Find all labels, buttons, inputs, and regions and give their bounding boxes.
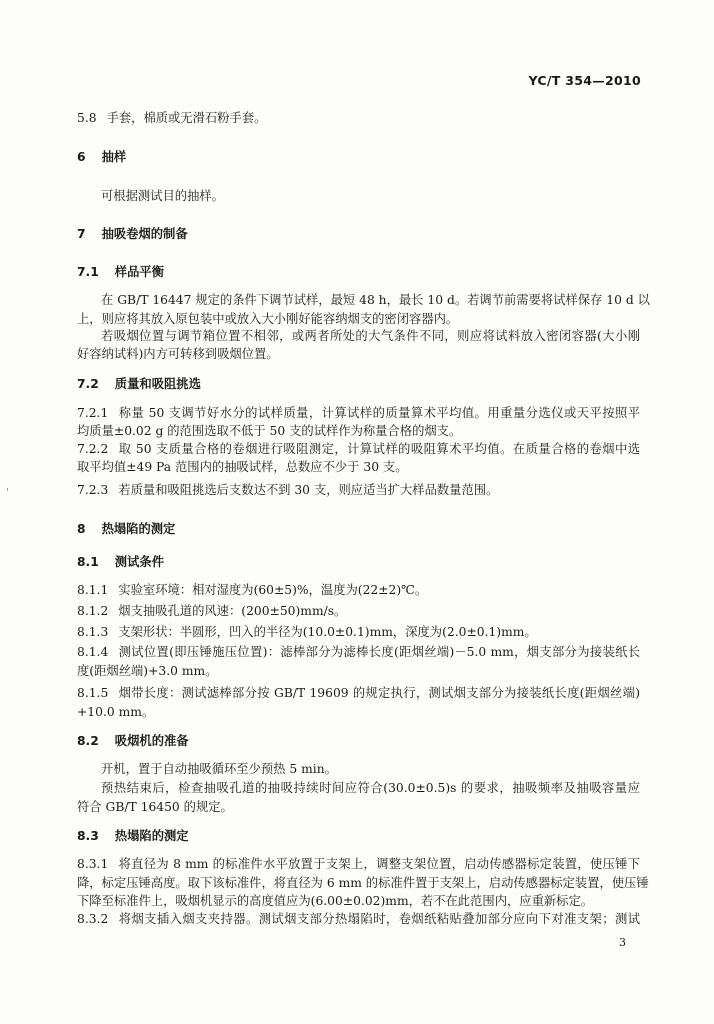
section-8-heading [77,521,640,538]
clause-number: 8.1.3 [77,625,109,639]
section-number: 8.3 [77,829,99,843]
paragraph-line: 在 GB/T 16447 规定的条件下调节试样，最短 48 h，最长 10 d。若调节前需要将试样保存 10 d 以 [101,293,650,307]
clause-number: 7.2.1 [77,406,109,420]
clause-8-1-1 [77,582,640,599]
section-7-1-heading [77,264,640,281]
paragraph-line: 好容纳试料)内方可转移到吸烟位置。 [77,347,279,361]
section-title: 测试条件 [114,555,164,569]
section-7-2-heading [77,376,640,393]
section-title: 抽样 [101,150,127,164]
paragraph-line: 预热结束后，检查抽吸孔道的抽吸持续时间应符合(30.0±0.5)s 的要求，抽吸频率及抽吸容量应 [101,781,640,795]
clause-text: 支架形状：半圆形，凹入的半径为(10.0±0.1)mm，深度为(2.0±0.1)mm。 [118,625,537,639]
clause-text: 称量 50 支调节好水分的试样质量，计算试样的质量算术平均值。用重量分选仪或天平按照平 [118,406,640,420]
section-6-heading [77,149,640,166]
clause-8-1-2 [77,603,640,620]
clause-7-2-1 [77,405,640,422]
clause-number: 8.3.1 [77,857,109,871]
section-title: 抽吸卷烟的制备 [101,227,188,241]
clause-8-3-2 [77,911,640,928]
clause-8-1-5 [77,685,640,702]
clause-text: 将烟支插入烟支夹持器。测试烟支部分热塌陷时，卷烟纸粘贴叠加部分应向下对准支架；测试 [118,912,640,926]
clause-text: 取 50 支质量合格的卷烟进行吸阻测定，计算试样的吸阻算术平均值。在质量合格的卷烟中选 [118,442,640,456]
standard-number: YC/T 354—2010 [528,73,641,88]
scan-mark [7,488,8,491]
clause-number: 8.1.1 [77,583,109,597]
section-title: 样品平衡 [114,265,164,279]
section-number: 7.2 [77,377,99,391]
section-number: 8.2 [77,734,99,748]
section-number: 8.1 [77,555,99,569]
section-number: 8 [77,522,86,536]
clause-text: 手套，棉质或无滑石粉手套。 [106,111,267,125]
clause-5-8 [77,110,640,127]
paragraph-line: 度(距烟丝端)+3.0 mm。 [77,664,218,678]
clause-text: 实验室环境：相对湿度为(60±5)%，温度为(22±2)℃。 [118,583,428,597]
paragraph: 可根据测试目的抽样。 [101,189,224,203]
clause-number: 8.1.5 [77,686,109,700]
section-8-2-heading [77,733,640,750]
paragraph-line: 开机，置于自动抽吸循环至少预热 5 min。 [101,762,337,776]
paragraph-line: 若吸烟位置与调节箱位置不相邻，或两者所处的大气条件不同，则应将试料放入密闭容器(大小刚 [101,329,640,343]
paragraph-line: 降，标定压锤高度。取下该标准件，将直径为 6 mm 的标准件置于支架上，启动传感器标定装置，使压锤 [77,876,649,890]
section-title: 质量和吸阻挑选 [114,377,201,391]
paragraph-line: 均质量±0.02 g 的范围选取不低于 50 支的试样作为称量合格的烟支。 [77,424,462,438]
clause-number: 7.2.2 [77,442,109,456]
clause-text: 若质量和吸阻挑选后支数达不到 30 支，则应适当扩大样品数量范围。 [118,483,499,497]
clause-text: 将直径为 8 mm 的标准件水平放置于支架上，调整支架位置，启动传感器标定装置，使压锤下 [118,857,640,871]
clause-8-1-3 [77,624,640,641]
clause-text: 烟带长度：测试滤棒部分按 GB/T 19609 的规定执行，测试烟支部分为接装纸长度(距烟丝端) [118,686,640,700]
section-title: 热塌陷的测定 [101,522,176,536]
paragraph-line: +10.0 mm。 [77,705,155,719]
clause-8-3-1 [77,856,640,873]
section-number: 7 [77,227,86,241]
clause-8-1-4 [77,644,640,661]
clause-number: 7.2.3 [77,483,109,497]
section-number: 6 [77,150,86,164]
section-number: 7.1 [77,265,99,279]
clause-7-2-2 [77,441,640,458]
section-8-1-heading [77,554,640,571]
clause-text: 烟支抽吸孔道的风速：(200±50)mm/s。 [118,604,347,618]
paragraph-line: 上，则应将其放入原包装中或放入大小刚好能容纳烟支的密闭容器内。 [77,312,459,326]
paragraph-line: 符合 GB/T 16450 的规定。 [77,800,233,814]
clause-text: 测试位置(即压锤施压位置)：滤棒部分为滤棒长度(距烟丝端)－5.0 mm，烟支部分为接装纸长 [118,645,640,659]
clause-7-2-3 [77,482,640,499]
paragraph-line: 下降至标准件上，吸烟机显示的高度值应为(6.00±0.02)mm，若不在此范围内，应重新标定。 [77,894,594,908]
clause-number: 8.1.4 [77,645,109,659]
section-title: 热塌陷的测定 [114,829,189,843]
section-title: 吸烟机的准备 [114,734,189,748]
clause-number: 8.3.2 [77,912,109,926]
section-8-3-heading [77,828,640,845]
section-7-heading [77,226,640,243]
paragraph-line: 取平均值±49 Pa 范围内的抽吸试样，总数应不少于 30 支。 [77,460,408,474]
clause-number: 8.1.2 [77,604,109,618]
clause-number: 5.8 [77,111,97,125]
page-number: 3 [619,936,626,949]
